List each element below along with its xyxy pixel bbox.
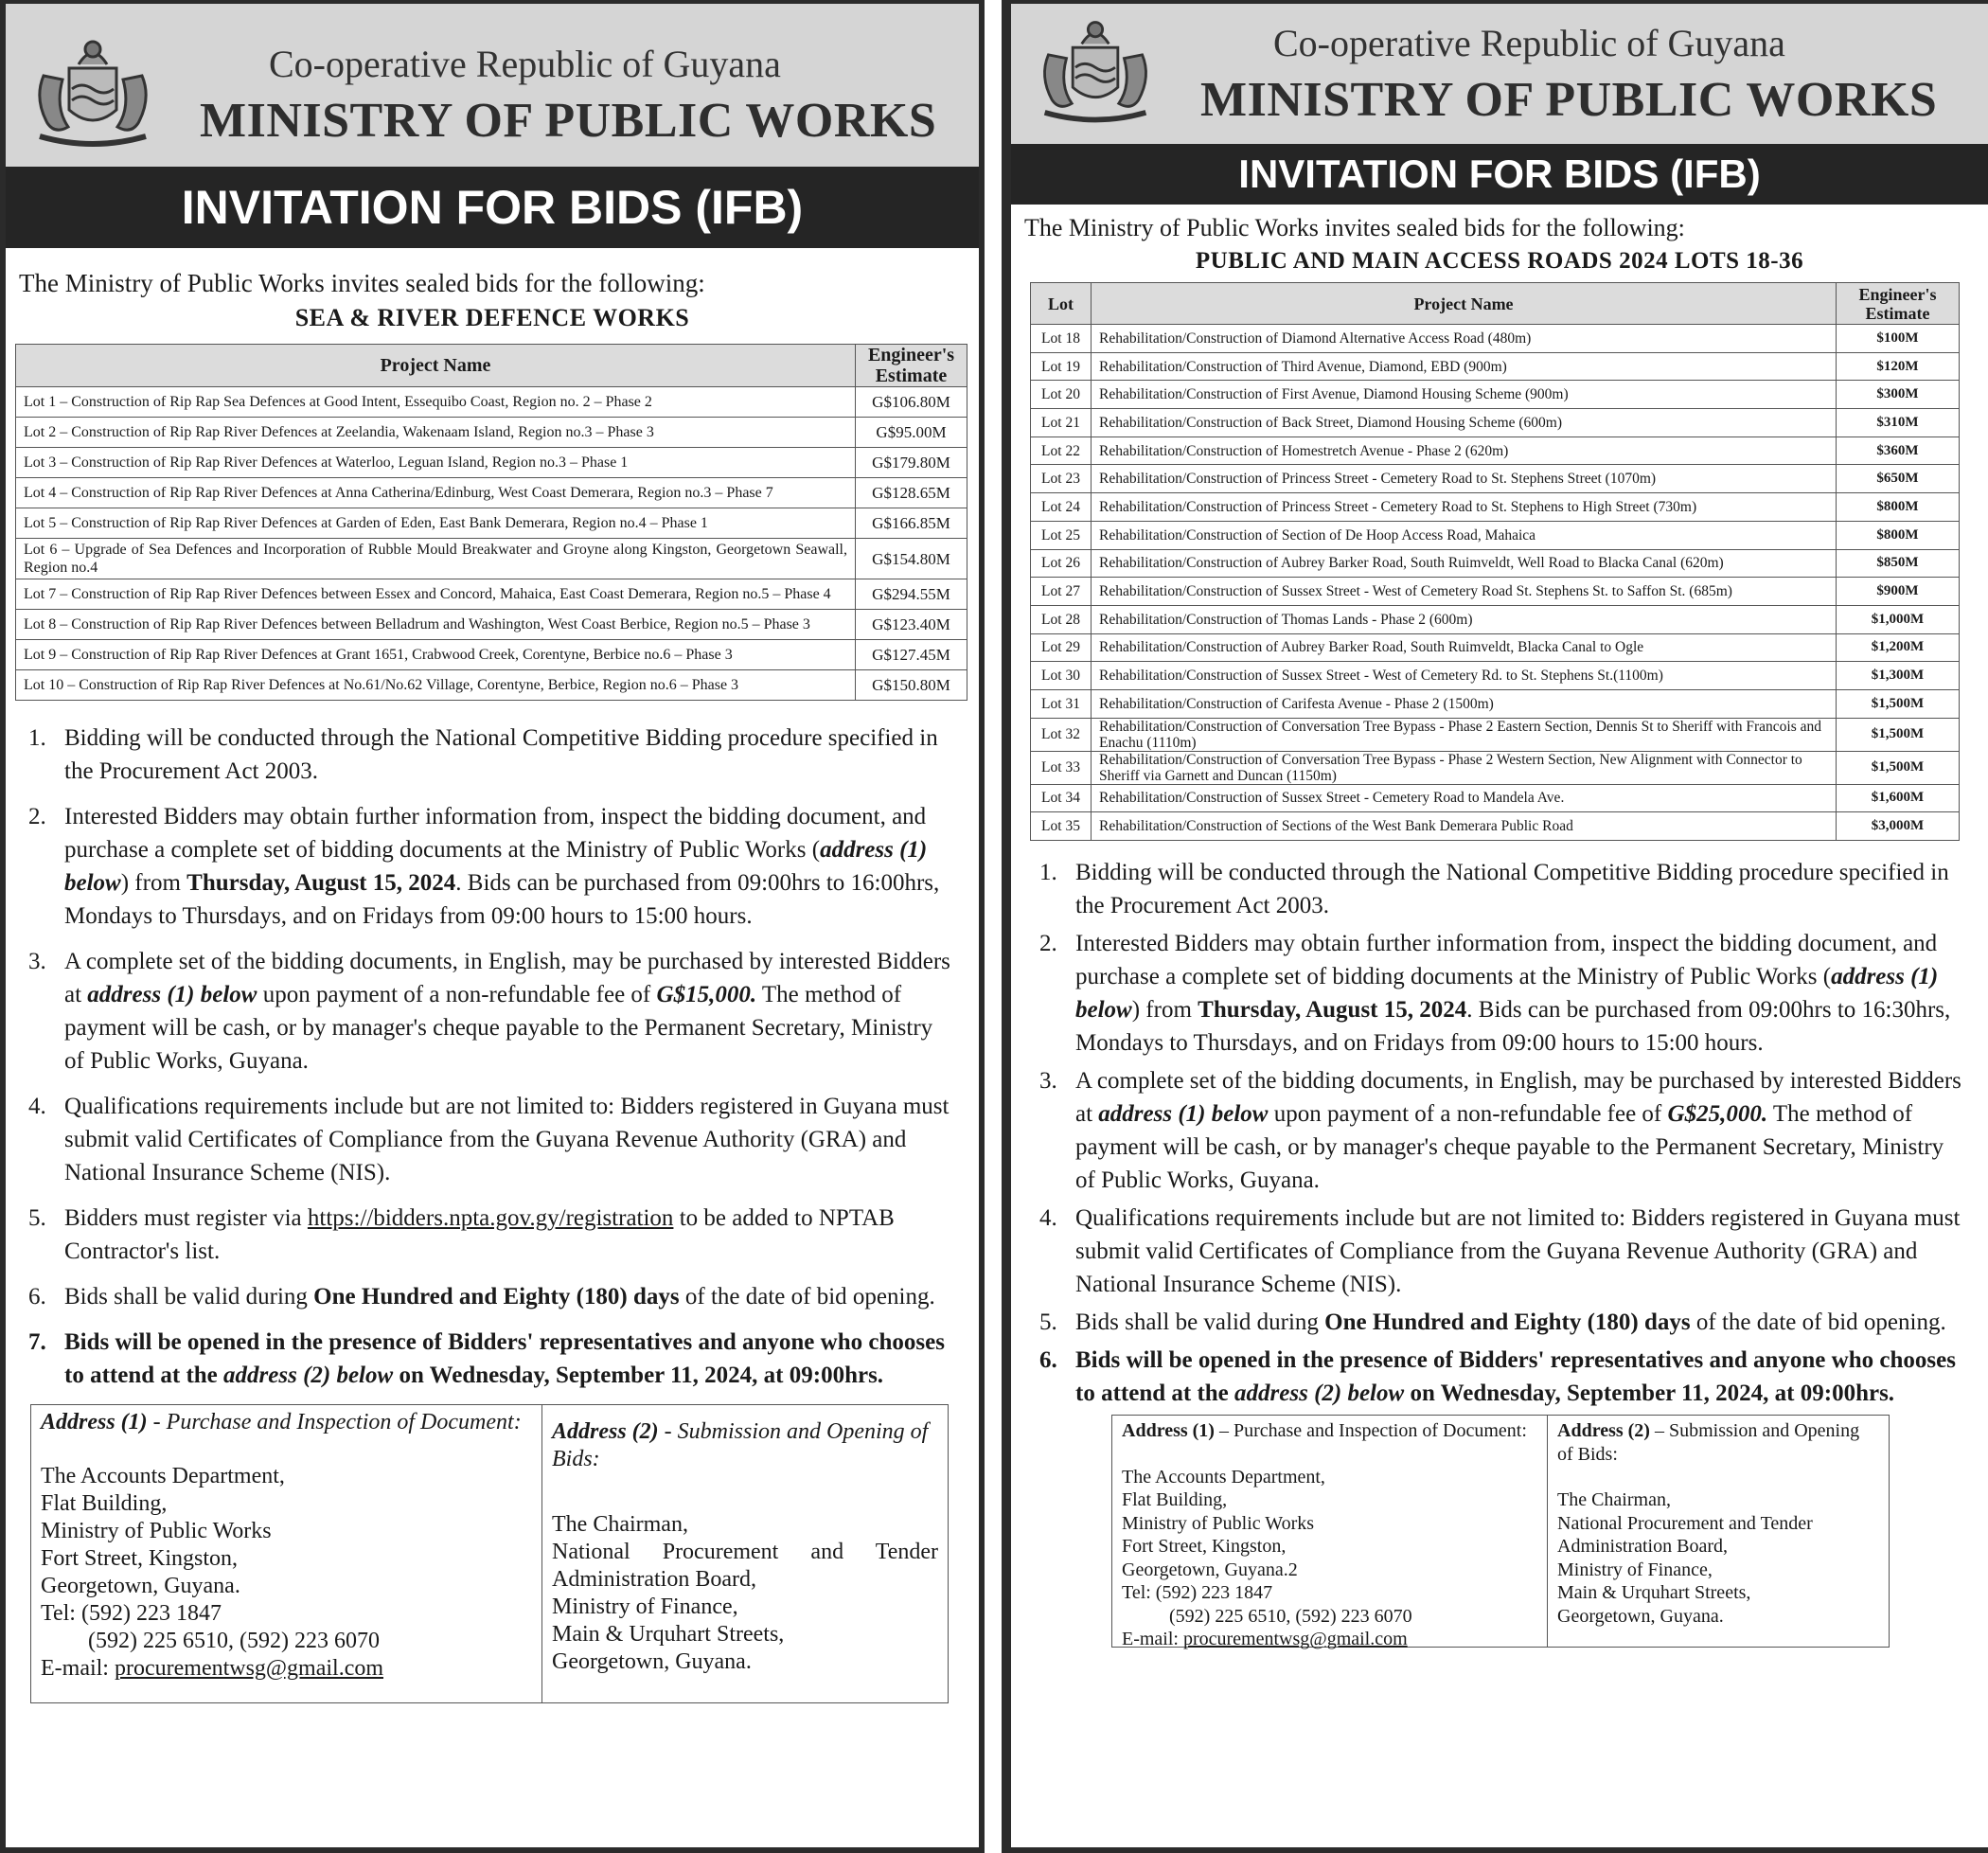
address-ref: address (2) below [1234,1381,1405,1406]
item-text: The method of payment will be cash, or by manager's cheque payable to the Permanent Secretary, Ministry of Public Works, Guyana. [1075,1101,1944,1193]
fee-amount: G$15,000. [656,982,757,1007]
address-1-subheading: – Purchase and Inspection of Document: [1214,1420,1527,1441]
table-row [1031,437,1960,465]
project-name: Rehabilitation/Construction of Section of De Hoop Access Road, Mahaica [1092,521,1837,549]
item-text: to be added to NPTAB Contractor's list. [64,1205,895,1264]
phone-line: Tel: (592) 223 1847 [41,1601,222,1626]
item-text: . Bids can be purchased from 09:00hrs to 16:30hrs, Mondays to Thursdays, and on Fridays from 09:00 hours to 15:00 hours. [1075,997,1951,1056]
address-ref: address (2) below [223,1363,394,1388]
table-row [1031,633,1960,662]
project-name: Rehabilitation/Construction of Princess Street - Cemetery Road to St. Stephens to High Street (730m) [1092,493,1837,522]
address-2-heading: Address (2) [1557,1420,1650,1441]
project-name: Rehabilitation/Construction of Back Street, Diamond Housing Scheme (600m) [1092,409,1837,437]
address-ref: address (1) below [1098,1101,1269,1127]
section-title: PUBLIC AND MAIN ACCESS ROADS 2024 LOTS 18-36 [1195,248,1804,274]
registration-link[interactable]: https://bidders.npta.gov.gy/registration [307,1205,674,1231]
item-text: Bidders must register via [64,1205,308,1231]
item-text: on Wednesday, September 11, 2024, at 09:00hrs. [1404,1381,1895,1406]
estimate: G$106.80M [856,387,967,418]
table-row [16,478,967,508]
col-estimate-line2: Estimate [875,365,948,386]
list-item: 2. Interested Bidders may obtain further information from, inspect the bidding document, and purchase a complete set of bidding documents at the Ministry of Public Works (address (1) below) from Thursday, August 15, 2024. Bids can be purchased from 09:00hrs to 16:30hrs, Mondays to Thursdays, and on Fridays from 09:00 hours to 15:00 hours. [1039,931,1951,1056]
address-line: Georgetown, Guyana. [41,1574,240,1598]
table-row [16,418,967,448]
address-line: The Chairman, [1557,1489,1671,1510]
address-2-subheading: - Submission and Opening of Bids: [552,1419,929,1471]
table-row [1031,718,1960,751]
project-name: Lot 8 – Construction of Rip Rap River Defences between Belladrum and Washington, West Coast Berbice, Region no.5 – Phase 3 [16,610,856,640]
item-text: Bids will be opened in the presence of Bidders' representatives and anyone who chooses to attend at the [64,1329,945,1388]
ministry-name: MINISTRY OF PUBLIC WORKS [200,94,937,148]
lot-number: Lot 31 [1031,689,1092,718]
address-line: Administration Board, [1557,1536,1728,1557]
start-date: Thursday, August 15, 2024 [186,870,456,896]
estimate: $850M [1837,549,1960,578]
project-name: Rehabilitation/Construction of Diamond Alternative Access Road (480m) [1092,325,1837,353]
table-row [16,579,967,610]
list-item: 1. Bidding will be conducted through the National Competitive Bidding procedure specified in the Procurement Act 2003. [28,725,938,784]
address-1-subheading: - Purchase and Inspection of Document: [147,1410,522,1434]
intro-text: The Ministry of Public Works invites sealed bids for the following: [1024,214,1685,241]
address-line: Main & Urquhart Streets, [552,1622,785,1647]
estimate: $1,300M [1837,662,1960,690]
table-row [1031,784,1960,812]
item-text: ) from [1131,997,1198,1023]
address-line: Georgetown, Guyana. [552,1649,752,1674]
project-name: Rehabilitation/Construction of Aubrey Barker Road, South Ruimveldt, Well Road to Blacka Canal (620m) [1092,549,1837,578]
lot-number: Lot 25 [1031,521,1092,549]
phone-line: (592) 225 6510, (592) 223 6070 [88,1629,380,1653]
estimate: $100M [1837,325,1960,353]
address-line: The Chairman, [552,1512,688,1537]
project-name: Rehabilitation/Construction of Conversation Tree Bypass - Phase 2 Western Section, New Alignment with Connector to Sheriff via Garnett and Duncan (1150m) [1092,751,1837,784]
conditions-list [1039,856,1965,1410]
table-row [1031,381,1960,409]
lot-number: Lot 23 [1031,465,1092,493]
table-row [16,610,967,640]
estimate: G$128.65M [856,478,967,508]
item-text: upon payment of a non-refundable fee of [257,982,657,1007]
item-text: Bidding will be conducted through the National Competitive Bidding procedure specified in the Procurement Act 2003. [1075,860,1949,918]
address-line: The Accounts Department, [1122,1466,1325,1488]
table-row [1031,689,1960,718]
table-row [1031,549,1960,578]
project-name: Lot 2 – Construction of Rip Rap River Defences at Zeelandia, Wakenaam Island, Region no.3 – Phase 3 [16,418,856,448]
estimate: $1,600M [1837,784,1960,812]
project-name: Rehabilitation/Construction of Aubrey Barker Road, South Ruimveldt, Blacka Canal to Ogle [1092,633,1837,662]
item-text: Bidding will be conducted through the National Competitive Bidding procedure specified in the Procurement Act 2003. [64,725,938,784]
table-row [16,539,967,579]
project-name: Rehabilitation/Construction of Sussex Street - Cemetery Road to Mandela Ave. [1092,784,1837,812]
table-row [1031,409,1960,437]
address-1 [1112,1416,1548,1647]
list-item: 5. Bidders must register via https://bidders.npta.gov.gy/registration to be added to NPTAB Contractor's list. [28,1205,895,1264]
item-text: of the date of bid opening. [1690,1310,1946,1335]
table-row [16,448,967,478]
lots-table [1030,282,1960,841]
project-name: Rehabilitation/Construction of Sections of the West Bank Demerara Public Road [1092,812,1837,841]
country-name: Co-operative Republic of Guyana [269,43,781,85]
list-item: 6. Bids shall be valid during One Hundred and Eighty (180) days of the date of bid opening. [28,1284,935,1310]
estimate: G$294.55M [856,579,967,610]
estimate: $900M [1837,578,1960,606]
address-line: Flat Building, [41,1491,168,1516]
list-item: 4. Qualifications requirements include but are not limited to: Bidders registered in Guyana must submit valid Certificates of Compliance from the Guyana Revenue Authority (GRA) and National Insurance Scheme (NIS). [28,1094,950,1185]
address-line: National Procurement and Tender [552,1540,938,1564]
estimate: G$154.80M [856,539,967,579]
lot-number: Lot 22 [1031,437,1092,465]
table-header-row [1031,283,1960,325]
project-name: Rehabilitation/Construction of Sussex Street - West of Cemetery Rd. to St. Stephens St.(1100m) [1092,662,1837,690]
address-line: Flat Building, [1122,1489,1228,1510]
estimate: G$179.80M [856,448,967,478]
address-line: Fort Street, Kingston, [41,1546,238,1571]
fee-amount: G$25,000. [1667,1101,1768,1127]
email-link[interactable]: procurementwsg@gmail.com [1182,1629,1408,1649]
item-text: Interested Bidders may obtain further information from, inspect the bidding document, and purchase a complete set of bidding documents at the Ministry of Public Works ( [1075,931,1938,989]
list-item: 4. Qualifications requirements include but are not limited to: Bidders registered in Guyana must submit valid Certificates of Compliance from the Guyana Revenue Authority (GRA) and National Insurance Scheme (NIS). [1039,1205,1961,1297]
estimate: $1,500M [1837,689,1960,718]
right-advertisement [1005,0,1988,1853]
item-text: Interested Bidders may obtain further information from, inspect the bidding document, and purchase a complete set of bidding documents at the Ministry of Public Works ( [64,804,927,863]
estimate: $1,500M [1837,718,1960,751]
project-name: Rehabilitation/Construction of Thomas Lands - Phase 2 (600m) [1092,605,1837,633]
ifb-banner: INVITATION FOR BIDS (IFB) [6,167,979,248]
project-name: Rehabilitation/Construction of Sussex Street - West of Cemetery Road St. Stephens St. to Saffon St. (685m) [1092,578,1837,606]
email-label: E-mail: [41,1656,115,1681]
email-label: E-mail: [1122,1629,1183,1649]
estimate: G$123.40M [856,610,967,640]
estimate: $800M [1837,521,1960,549]
overlap-strip [985,0,1005,1853]
left-header [6,4,979,167]
table-row [1031,521,1960,549]
table-row [1031,465,1960,493]
col-estimate-line1: Engineer's [867,345,955,365]
lot-number: Lot 29 [1031,633,1092,662]
table-row [1031,325,1960,353]
project-name: Rehabilitation/Construction of Princess Street - Cemetery Road to St. Stephens Street (1070m) [1092,465,1837,493]
project-name: Rehabilitation/Construction of Homestretch Avenue - Phase 2 (620m) [1092,437,1837,465]
table-row [1031,578,1960,606]
estimate: $1,000M [1837,605,1960,633]
address-line: Ministry of Finance, [1557,1559,1713,1580]
estimate: G$150.80M [856,670,967,701]
project-name: Lot 10 – Construction of Rip Rap River Defences at No.61/No.62 Village, Corentyne, Berbice, Region no.6 – Phase 3 [16,670,856,701]
estimate: $310M [1837,409,1960,437]
lots-table [15,344,967,701]
list-item: 5. Bids shall be valid during One Hundred and Eighty (180) days of the date of bid opening. [1039,1310,1946,1335]
col-estimate-line1: Engineer's [1858,284,1937,304]
address-ref: address (1) below [87,982,257,1007]
item-text: A complete set of the bidding documents, in English, may be purchased by interested Bidders at [64,949,950,1007]
list-item: 7. Bids will be opened in the presence of Bidders' representatives and anyone who chooses to attend at the address (2) below on Wednesday, September 11, 2024, at 09:00hrs. [28,1329,945,1388]
lot-number: Lot 21 [1031,409,1092,437]
address-2-subheading: – Submission and Opening of Bids: [1557,1420,1860,1465]
lot-number: Lot 20 [1031,381,1092,409]
table-row [16,670,967,701]
section-title: SEA & RIVER DEFENCE WORKS [294,304,690,331]
item-text: of the date of bid opening. [679,1284,935,1310]
lot-number: Lot 27 [1031,578,1092,606]
address-2 [542,1405,948,1702]
address-line: Georgetown, Guyana. [1557,1605,1724,1627]
lot-number: Lot 34 [1031,784,1092,812]
col-estimate [856,345,967,387]
project-name: Lot 4 – Construction of Rip Rap River Defences at Anna Catherina/Edinburg, West Coast Demerara, Region no.3 – Phase 7 [16,478,856,508]
address-2 [1548,1416,1889,1647]
coat-of-arms-icon [27,32,159,153]
address-1 [31,1405,542,1702]
project-name: Lot 7 – Construction of Rip Rap River Defences between Essex and Concord, Mahaica, East Coast Demerara, Region no.5 – Phase 4 [16,579,856,610]
table-row [1031,352,1960,381]
table-row [16,387,967,418]
table-row [16,508,967,539]
table-row [16,640,967,670]
address-line: The Accounts Department, [41,1464,285,1488]
lot-number: Lot 24 [1031,493,1092,522]
estimate: $1,200M [1837,633,1960,662]
item-text: Bids shall be valid during [1075,1310,1325,1335]
intro-text: The Ministry of Public Works invites sealed bids for the following: [19,269,705,297]
item-text: A complete set of the bidding documents, in English, may be purchased by interested Bidders at [1075,1068,1961,1127]
validity-period: One Hundred and Eighty (180) days [313,1284,680,1310]
lot-number: Lot 28 [1031,605,1092,633]
coat-of-arms-icon [1032,13,1159,129]
item-text: The method of payment will be cash, or by manager's cheque payable to the Permanent Secretary, Ministry of Public Works, Guyana. [64,982,933,1074]
lot-number: Lot 35 [1031,812,1092,841]
estimate: $800M [1837,493,1960,522]
project-name: Rehabilitation/Construction of First Avenue, Diamond Housing Scheme (900m) [1092,381,1837,409]
address-1-heading: Address (1) [1122,1420,1215,1441]
col-lot: Lot [1031,283,1092,325]
project-name: Rehabilitation/Construction of Carifesta Avenue - Phase 2 (1500m) [1092,689,1837,718]
project-name: Lot 3 – Construction of Rip Rap River Defences at Waterloo, Leguan Island, Region no.3 – Phase 1 [16,448,856,478]
estimate: $120M [1837,352,1960,381]
project-name: Rehabilitation/Construction of Conversation Tree Bypass - Phase 2 Eastern Section, Dennis St to Sheriff with Francois and Enachu (1110m) [1092,718,1837,751]
estimate: G$95.00M [856,418,967,448]
address-line: Georgetown, Guyana.2 [1122,1559,1298,1580]
col-estimate [1837,283,1960,325]
address-box [1111,1415,1890,1648]
email-link[interactable]: procurementwsg@gmail.com [114,1656,384,1681]
item-text: . Bids can be purchased from 09:00hrs to 16:00hrs, Mondays to Thursdays, and on Fridays from 09:00 hours to 15:00 hours. [64,870,940,929]
lot-number: Lot 19 [1031,352,1092,381]
address-2-heading: Address (2) [552,1419,659,1444]
address-ref: address (1) below [1075,964,1939,1023]
address-1-heading: Address (1) [41,1410,148,1434]
project-name: Lot 6 – Upgrade of Sea Defences and Incorporation of Rubble Mould Breakwater and Groyne along Kingston, Georgetown Seawall, Region no.4 [16,539,856,579]
table-row [1031,751,1960,784]
project-name: Rehabilitation/Construction of Third Avenue, Diamond, EBD (900m) [1092,352,1837,381]
project-name: Lot 5 – Construction of Rip Rap River Defences at Garden of Eden, East Bank Demerara, Region no.4 – Phase 1 [16,508,856,539]
list-item: 1. Bidding will be conducted through the National Competitive Bidding procedure specified in the Procurement Act 2003. [1039,860,1949,918]
estimate: $300M [1837,381,1960,409]
lot-number: Lot 18 [1031,325,1092,353]
address-line: Fort Street, Kingston, [1122,1536,1287,1557]
estimate: G$166.85M [856,508,967,539]
project-name: Lot 9 – Construction of Rip Rap River Defences at Grant 1651, Crabwood Creek, Corentyne, Berbice no.6 – Phase 3 [16,640,856,670]
estimate: G$127.45M [856,640,967,670]
address-box [30,1404,949,1703]
address-ref: address (1) below [64,837,928,896]
lot-number: Lot 32 [1031,718,1092,751]
table-row [1031,493,1960,522]
lot-number: Lot 26 [1031,549,1092,578]
address-line: Ministry of Finance, [552,1595,738,1619]
project-name: Lot 1 – Construction of Rip Rap Sea Defences at Good Intent, Essequibo Coast, Region no. 2 – Phase 2 [16,387,856,418]
item-text: Bids shall be valid during [64,1284,314,1310]
right-header [1011,4,1988,144]
estimate: $650M [1837,465,1960,493]
table-row [1031,605,1960,633]
col-project-name: Project Name [1092,283,1837,325]
estimate: $1,500M [1837,751,1960,784]
table-row [1031,812,1960,841]
ifb-banner: INVITATION FOR BIDS (IFB) [1011,144,1988,205]
validity-period: One Hundred and Eighty (180) days [1324,1310,1691,1335]
lot-number: Lot 33 [1031,751,1092,784]
start-date: Thursday, August 15, 2024 [1198,997,1467,1023]
ministry-name: MINISTRY OF PUBLIC WORKS [1200,73,1938,127]
item-text: on Wednesday, September 11, 2024, at 09:00hrs. [393,1363,884,1388]
item-text: Qualifications requirements include but are not limited to: Bidders registered in Guyana must submit valid Certificates of Compliance from the Guyana Revenue Authority (GRA) and National Insurance Scheme (NIS). [64,1094,950,1185]
item-text: Bids will be opened in the presence of Bidders' representatives and anyone who chooses to attend at the [1075,1347,1956,1406]
item-text: ) from [120,870,187,896]
estimate: $360M [1837,437,1960,465]
estimate: $3,000M [1837,812,1960,841]
item-text: Qualifications requirements include but are not limited to: Bidders registered in Guyana must submit valid Certificates of Compliance from the Guyana Revenue Authority (GRA) and National Insurance Scheme (NIS). [1075,1205,1961,1297]
list-item: 2. Interested Bidders may obtain further information from, inspect the bidding document, and purchase a complete set of bidding documents at the Ministry of Public Works (address (1) below) from Thursday, August 15, 2024. Bids can be purchased from 09:00hrs to 16:00hrs, Mondays to Thursdays, and on Fridays from 09:00 hours to 15:00 hours. [28,804,940,929]
col-project-name: Project Name [16,345,856,387]
left-advertisement [0,0,985,1853]
address-line: Ministry of Public Works [41,1519,272,1543]
list-item: 3. A complete set of the bidding documents, in English, may be purchased by interested Bidders at address (1) below upon payment of a non-refundable fee of G$25,000. The method of payment will be cash, or by manager's cheque payable to the Permanent Secretary, Ministry of Public Works, Guyana. [1039,1068,1961,1193]
list-item: 6. Bids will be opened in the presence of Bidders' representatives and anyone who chooses to attend at the address (2) below on Wednesday, September 11, 2024, at 09:00hrs. [1039,1347,1956,1406]
phone-line: Tel: (592) 223 1847 [1122,1582,1273,1603]
phone-line: (592) 225 6510, (592) 223 6070 [1169,1605,1412,1627]
address-line: Administration Board, [552,1567,756,1592]
col-estimate-line2: Estimate [1865,303,1930,323]
table-row [1031,662,1960,690]
address-line: Main & Urquhart Streets, [1557,1582,1751,1603]
lot-number: Lot 30 [1031,662,1092,690]
list-item: 3. A complete set of the bidding documents, in English, may be purchased by interested Bidders at address (1) below upon payment of a non-refundable fee of G$15,000. The method of payment will be cash, or by manager's cheque payable to the Permanent Secretary, Ministry of Public Works, Guyana. [28,949,950,1074]
item-text: upon payment of a non-refundable fee of [1268,1101,1668,1127]
address-line: National Procurement and Tender [1557,1512,1813,1534]
table-header-row [16,345,967,387]
conditions-list [28,722,956,1392]
address-line: Ministry of Public Works [1122,1512,1315,1534]
country-name: Co-operative Republic of Guyana [1273,22,1785,64]
